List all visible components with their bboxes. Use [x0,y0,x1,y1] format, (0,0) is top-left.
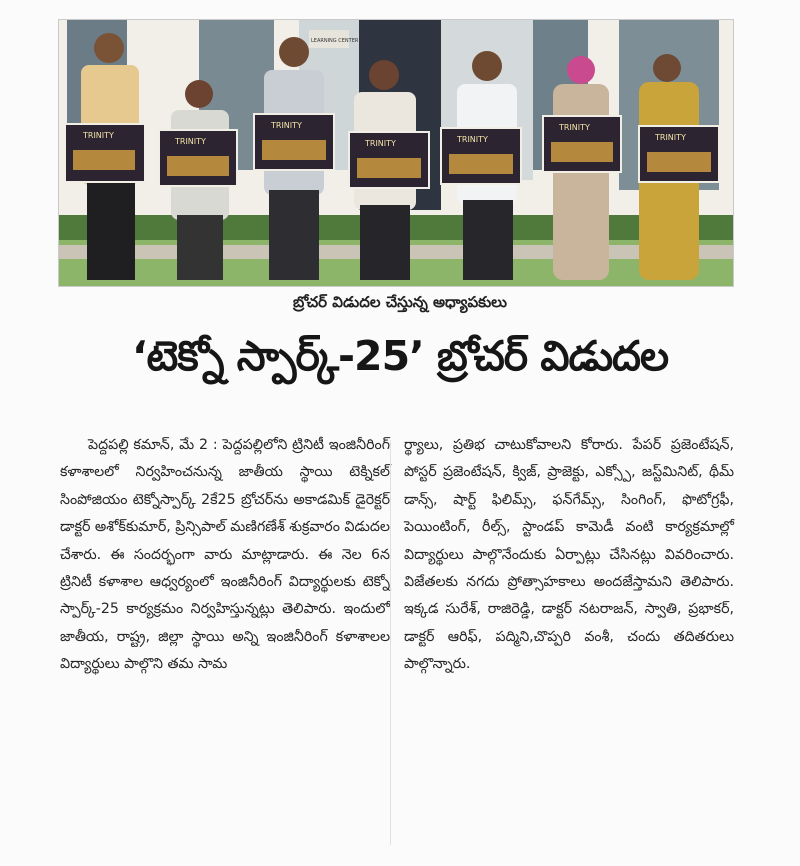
brochure-7 [639,126,719,182]
headline: ‘టెక్నో స్పార్క్-25’ బ్రోచర్ విడుదల [131,332,669,380]
brochure-6 [543,116,621,172]
svg-text:TRINITY: TRINITY [655,133,686,142]
svg-text:TRINITY: TRINITY [83,131,114,140]
news-photo [58,19,734,287]
svg-text:TRINITY: TRINITY [175,137,206,146]
brochure-5 [441,128,521,184]
brochure-4 [349,132,429,188]
svg-text:TRINITY: TRINITY [271,121,302,130]
brochure-3 [254,114,334,170]
article-column-left: పెద్దపల్లి కమాన్, మే 2 : పెద్దపల్లిలోని ట్రినిటీ ఇంజినీరింగ్ కళాశాలలో నిర్వహించనున్న జాతీయ స్థాయి టెక్నికల్ సింపోజియం టెక్నోస్పార్క్ 2కే25 బ్రోచర్‌ను అకాడమిక్ డైరెక్టర్ డాక్టర్ అశోక్‌కుమార్, ప్రిన్సిపాల్ మణిగణేశ్ శుక్రవారం విడుదల చేశారు. ఈ సందర్భంగా వారు మాట్లాడారు. ఈ నెల 6న ట్రినిటీ కళాశాల ఆధ్వర్యంలో ఇంజినీరింగ్ విద్యార్థులకు టెక్నో స్పార్క్-25 కార్యక్రమం నిర్వహిస్తున్నట్లు తెలిపారు. ఇందులో జాతీయ, రాష్ట్ర, జిల్లా స్థాయి అన్ని ఇంజినీరింగ్ కళాశాలల విద్యార్థులు పాల్గొని తమ సామ [60,437,390,673]
photo-caption: బ్రోచర్ విడుదల చేస్తున్న అధ్యాపకులు [293,293,507,311]
brochure-2 [159,130,237,186]
brochure-1 [65,124,145,182]
column-divider [390,440,391,845]
svg-text:TRINITY: TRINITY [559,123,590,132]
svg-text:TRINITY: TRINITY [457,135,488,144]
article-column-right: ర్థ్యాలు, ప్రతిభ చాటుకోవాలని కోరారు. పేపర్ ప్రజెంటేషన్, పోస్టర్ ప్రజెంటేషన్, క్విజ్, ప్రాజెక్టు, ఎక్స్పో, జస్ట్‌మినిట్, థీమ్ డాన్స్, షార్ట్ ఫిలిమ్స్, ఫన్‌గేమ్స్, సింగింగ్, ఫొటోగ్రఫీ, పెయింటింగ్, రీల్స్, స్టాండప్ కామెడీ వంటి కార్యక్రమాల్లో విద్యార్థులు పాల్గొనేందుకు ఏర్పాట్లు చేసినట్లు వివరించారు. విజేతలకు నగదు ప్రోత్సాహకాలు అందజేస్తామని తెలిపారు. ఇక్కడ సురేశ్, రాజిరెడ్డి, డాక్టర్ నటరాజన్, స్వాతి, ప్రభాకర్, డాక్టర్ ఆరిఫ్, పద్మిని,చొప్పరి వంశీ, చందు తదితరులు పాల్గొన్నారు. [404,437,734,673]
sign-text: LEARNING CENTER [311,38,359,44]
svg-text:TRINITY: TRINITY [365,139,396,148]
